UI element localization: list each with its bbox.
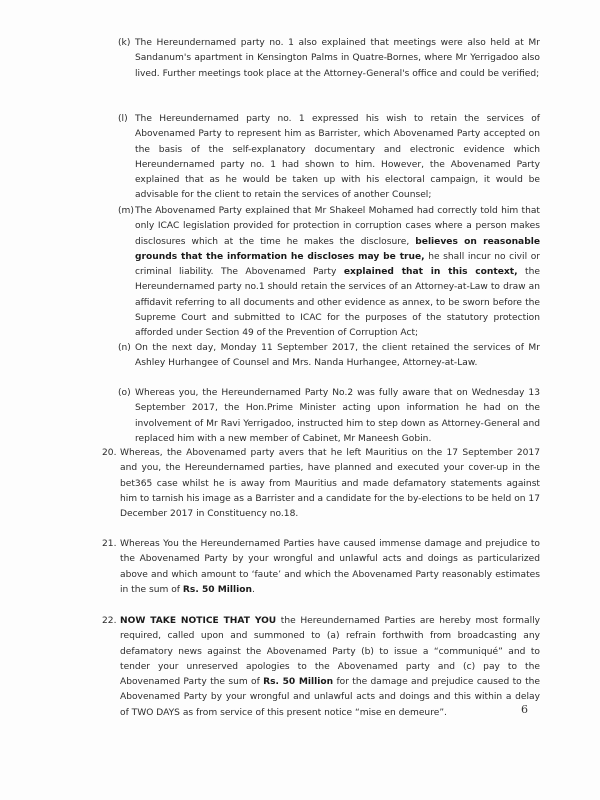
numbered-item-22 xyxy=(102,614,540,721)
item-label: (m) xyxy=(118,206,134,216)
item-text xyxy=(135,341,540,372)
item-label: (n) xyxy=(118,343,131,353)
item-text xyxy=(135,204,540,342)
text-run: On the next day, Monday 11 September 2017, the client retained the services of Mr Ashley Hurhangee of Counsel and Mrs. Nanda Hurhangee, Attorney-at-Law. xyxy=(135,343,540,369)
text-run: the Hereundernamed Parties are hereby most formally required, called upon and summoned to (a) refrain forthwith from broadcasting any defamatory news against the Abovenamed Party (b) to issue a “communiqué” and to tender your unreserved apologies to the Abovenamed party and (c) pay to the Abovenamed Party the sum of xyxy=(120,616,541,688)
item-number: 21. xyxy=(102,539,117,549)
numbered-item-21 xyxy=(102,537,540,598)
bold-text-run: explained that in this context, xyxy=(343,267,518,278)
item-text xyxy=(120,614,540,721)
item-label: (k) xyxy=(118,38,131,48)
bold-text-run: NOW TAKE NOTICE THAT YOU xyxy=(120,616,277,626)
text-run: he shall incur no civil or criminal liability. The Abovenamed Party xyxy=(135,251,540,278)
sub-item-m xyxy=(118,204,540,342)
sub-item-n xyxy=(118,341,540,372)
item-text xyxy=(120,537,540,598)
sub-item-k xyxy=(118,36,540,82)
text-run: Whereas You the Hereundernamed Parties have caused immense damage and prejudice to the Abovenamed Party by your wrongful and unlawful acts and doings as particularized above and which amount to ‘faute’ and which the Abovenamed Party reasonably estimates in the sum of xyxy=(120,539,540,595)
page-number: 6 xyxy=(521,703,528,716)
item-text xyxy=(135,386,540,447)
text-run: Whereas, the Abovenamed party avers that he left Mauritius on the 17 September 2017 and you, the Hereundernamed parties, have planned and executed your cover-up in the bet365 case whilst he is away from Mauritius and made defamatory statements against him to tarnish his image as a Barrister and a candidate for the by-elections to be held on 17 December 2017 in Constituency no.18. xyxy=(120,448,540,520)
item-text xyxy=(135,36,540,82)
item-number: 20. xyxy=(102,448,117,458)
item-text xyxy=(120,446,540,522)
text-run: Whereas you, the Hereundernamed Party No.2 was fully aware that on Wednesday 13 September 2017, the Hon.Prime Minister acting upon information he had on the involvement of Mr Ravi Yerrigadoo, instructed him to step down as Attorney-General and replaced him with a new member of Cabinet, Mr Maneesh Gobin. xyxy=(135,388,540,444)
text-run: The Hereundernamed party no. 1 also explained that meetings were also held at Mr Sandanum's apartment in Kensington Palms in Quatre-Bornes, where Mr Yerrigadoo also lived. Further meetings took place at the Attorney-General's office and could be verified; xyxy=(135,38,540,79)
bold-text-run: Rs. 50 Million xyxy=(263,677,334,688)
bold-text-run: believes on reasonable grounds that the information he discloses may be true, xyxy=(135,236,540,262)
text-run: The Hereundernamed party no. 1 expressed his wish to retain the services of Abovenamed Party to represent him as Barrister, which Abovenamed Party accepted on the basis of the self-explanatory documentary and electronic evidence which Hereundernamed party no. 1 had shown to him. However, the Abovenamed Party explained that as he would be taken up with his electoral campaign, it would be advisable for the client to retain the services of another Counsel; xyxy=(135,114,540,201)
bold-text-run: Rs. 50 Million xyxy=(182,584,253,595)
item-label: (l) xyxy=(118,114,128,124)
item-text xyxy=(135,112,540,204)
item-label: (o) xyxy=(118,388,131,398)
item-number: 22. xyxy=(102,616,117,626)
text-run: for the damage and prejudice caused to the Abovenamed Party by your wrongful and unlawful acts and doings and this within a delay of TWO DAYS as from service of this present notice “mise en demeure”. xyxy=(120,677,540,718)
text-run: . xyxy=(252,584,255,595)
text-run: the Hereundernamed party no.1 should retain the services of an Attorney-at-Law to draw an affidavit referring to all documents and other evidence as annex, to be sworn before the Supreme Court and submitted to ICAC for the purposes of the statutory protection afforded under Section 49 of the Prevention of Corruption Act; xyxy=(135,267,540,339)
text-run: The Abovenamed Party explained that Mr Shakeel Mohamed had correctly told him that only ICAC legislation provided for protection in corruption cases where a person makes disclosures which at the time he makes the disclosure, xyxy=(135,206,540,247)
sub-item-o xyxy=(118,386,540,447)
sub-item-l xyxy=(118,112,540,204)
numbered-item-20 xyxy=(102,446,540,522)
